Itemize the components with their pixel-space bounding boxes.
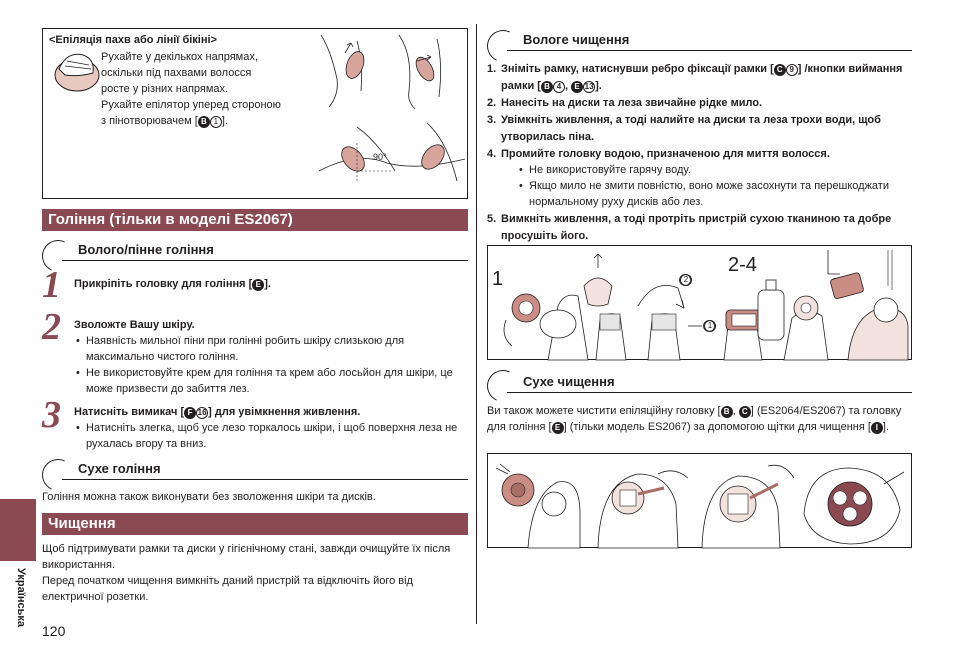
step1-text: Прикріпіть головку для гоління [ E ]. [74,278,271,290]
step2-text: Зволожте Вашу шкіру. [74,319,195,331]
step-number: 3 [42,394,61,436]
dry-shaving-title: Сухе гоління [78,461,161,476]
ref-badge: B [721,406,733,418]
ref-badge: F [184,407,196,419]
step-item: 3. Увімкніть живлення, а тоді налийте на диски та леза трохи води, щоб утворилась піна. [487,114,881,143]
step4-bullets [517,162,911,210]
step3-block [74,404,466,452]
figure-label: 2-4 [728,254,757,276]
tip-box [42,28,468,199]
ref-badge: E [571,81,583,93]
step2-block [74,317,466,397]
epilator-head-icon [49,47,101,97]
cleaning-text [42,541,468,605]
shaving-banner: Гоління (тільки в моделі ES2067) [42,209,468,231]
subheading-rule [62,479,468,480]
armpit-illustration [317,31,467,197]
dry-cleaning-text: Ви також можете чистити епіляційну головку [ B , C ] (ES2064/ES2067) та головку для гоління [ E ] (тільки модель ES2067) за допомогою щітки для чищення [ I ]. [487,405,902,433]
tip-line: росте у різних напрямах. [101,83,229,95]
bullet-item: • Натисніть злегка, щоб усе лезо торкалось шкіри, і щоб поверхня леза не рухалась вгору та вниз. [74,420,466,452]
bullet-item: • Не використовуйте крем для гоління та крем або лосьйон для шкіри, це може призвести до забиття лез. [74,365,466,397]
page-number: 120 [42,623,66,639]
step-item: 1. Зніміть рамку, натиснувши ребро фіксації рамки [ C 9 ] /кнопки виймання рамки [ B 4 , E 13 ]. [487,63,903,92]
cleaning-banner: Чищення [42,513,468,535]
ref-badge: C [739,406,751,418]
ref-number: 9 [786,64,798,76]
ref-number: 13 [584,82,594,91]
ref-badge: B [541,81,553,93]
bullet-item: • Не використовуйте гарячу воду. [517,162,911,178]
angle-label: 90° [373,152,387,162]
step-item: 4. Промийте головку водою, призначеною для миття волосся. [487,148,830,160]
step3-text: Натисніть вимикач [ F 16 ] для увімкнення живлення. [74,406,361,418]
ref-number: 1 [210,116,222,128]
language-side-tab [0,499,36,561]
language-label: Українська [15,568,27,628]
ref-badge: C [774,64,786,76]
step3-bullets [74,420,466,452]
ref-number: 16 [197,408,207,417]
dry-cleaning-figure [487,453,912,548]
wet-cleaning-title: Вологе чищення [523,32,630,47]
subheading-rule [62,260,468,261]
bullet-item: • Якщо мило не змити повністю, воно може засохнути та перешкоджати нормальному руху дисків або лез. [517,178,911,210]
tip-line: Рухайте у декількох напрямах, [101,51,258,63]
figure-callout: 1 [704,320,716,332]
step2-bullets [74,333,466,397]
tip-line: оскільки під пахвами волосся [101,67,252,79]
bullet-item: • Наявність мильної піни при голінні робить шкіру слизькою для максимально чистого гоління. [74,333,466,365]
tip-title: <Епіляція пахв або лінії бікіні> [49,34,217,46]
subheading-rule [507,50,912,51]
tip-line: Рухайте епілятор уперед стороною [101,99,281,111]
tip-text [101,49,311,129]
subheading-rule [507,392,912,393]
step-item: 2. Нанесіть на диски та леза звичайне рідке мило. [487,97,763,109]
dry-cleaning-title: Сухе чищення [523,374,615,389]
subheading-arc [482,365,523,406]
step-number: 2 [42,306,61,348]
ref-number: 4 [553,81,565,93]
figure-label: 1 [492,268,504,290]
wet-cleaning-steps [487,61,911,163]
cleaning-paragraph: Перед початком чищення вимкніть даний пристрій та відключіть його від електричної розетки. [42,575,413,603]
figure-callout: 2 [680,274,692,286]
wet-cleaning-figure [487,245,912,360]
ref-badge: I [871,422,883,434]
column-divider [476,24,477,624]
dry-shaving-text: Гоління можна також виконувати без зволоження шкіри та дисків. [42,491,376,503]
dry-cleaning-illustration [488,454,913,549]
tip-line-ref: з пінотворювачем [ B 1 ]. [101,115,228,127]
ref-badge: E [552,422,564,434]
wet-cleaning-step5 [487,211,911,245]
step-number: 1 [42,264,61,306]
wet-cleaning-illustration [488,246,913,361]
ref-badge: B [198,116,210,128]
cleaning-paragraph: Щоб підтримувати рамки та диски у гігієнічному стані, завжди очищуйте їх після використання. [42,543,451,571]
ref-badge: E [252,279,264,291]
wet-shaving-title: Волого/пінне гоління [78,242,214,257]
step-item: 5. Вимкніть живлення, а тоді протріть пристрій сухою тканиною та добре просушіть його. [487,213,892,242]
